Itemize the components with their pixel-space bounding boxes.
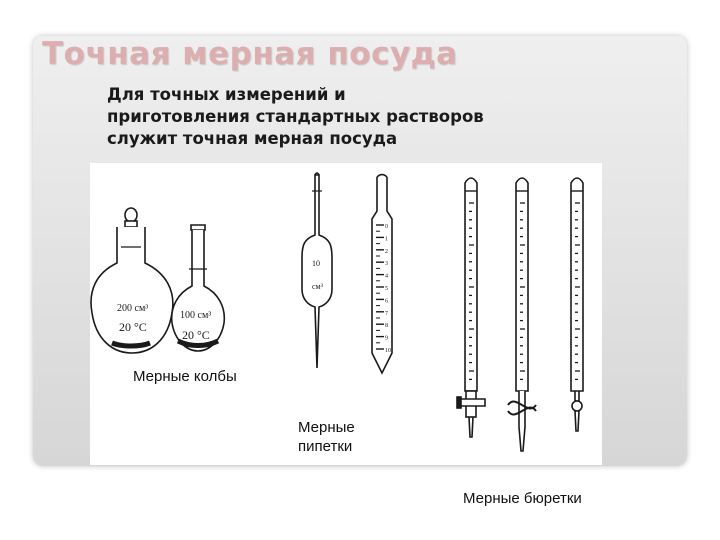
burette-stopcock-handle [459, 399, 485, 406]
burettes-group [457, 178, 583, 451]
slide-title: Точная мерная посуда [42, 36, 458, 72]
caption-pipettes-line1: Мерные [298, 419, 355, 436]
burette-neck [575, 391, 579, 401]
subtitle-line-2: приготовления стандартных растворов [107, 107, 484, 126]
pipette-tick-label: 7 [385, 310, 388, 317]
burette-tip [575, 411, 579, 431]
pipette-tick-label: 5 [385, 286, 388, 292]
subtitle-line-3: служит точная мерная посуда [107, 129, 398, 148]
pipette-tick-label: 6 [385, 298, 388, 305]
burette-stopcock-knob [457, 397, 461, 408]
pipette-tick-label: 10 [385, 348, 391, 354]
pipette-tick-label: 2 [385, 248, 388, 255]
slide-subtitle [107, 84, 484, 150]
pipette-bulb-unit: см³ [312, 282, 324, 291]
pipette-tick-label: 0 [385, 224, 388, 230]
burette-tube-1 [465, 178, 477, 391]
burette-tube-2 [516, 178, 528, 391]
flask-small-temperature: 20 °С [182, 328, 210, 342]
burette-tip [469, 417, 473, 437]
bulb-pipette [302, 173, 332, 368]
caption-burettes: Мерные бюретки [463, 490, 582, 507]
flask-large-temperature: 20 °С [119, 320, 147, 334]
graduated-pipette [372, 175, 392, 374]
subtitle-line-1: Для точных измерений и [107, 85, 346, 104]
pipette-tick-label: 8 [385, 323, 388, 330]
pipette-tick-label: 9 [385, 335, 388, 342]
caption-flasks: Мерные колбы [133, 368, 237, 385]
pipette-tick-label: 3 [385, 261, 388, 268]
pipette-tick-label: 1 [385, 236, 388, 243]
burette-bead-valve [572, 401, 582, 411]
pipette-bulb-volume: 10 [312, 259, 320, 268]
pipette-tick-label: 4 [385, 273, 388, 280]
burette-tip [519, 391, 525, 451]
caption-pipettes [298, 418, 355, 456]
burette-tube-3 [571, 178, 583, 391]
caption-pipettes-line2: пипетки [298, 438, 353, 455]
flask-large-volume: 200 см³ [117, 303, 149, 314]
flask-small-volume: 100 см³ [180, 310, 212, 321]
